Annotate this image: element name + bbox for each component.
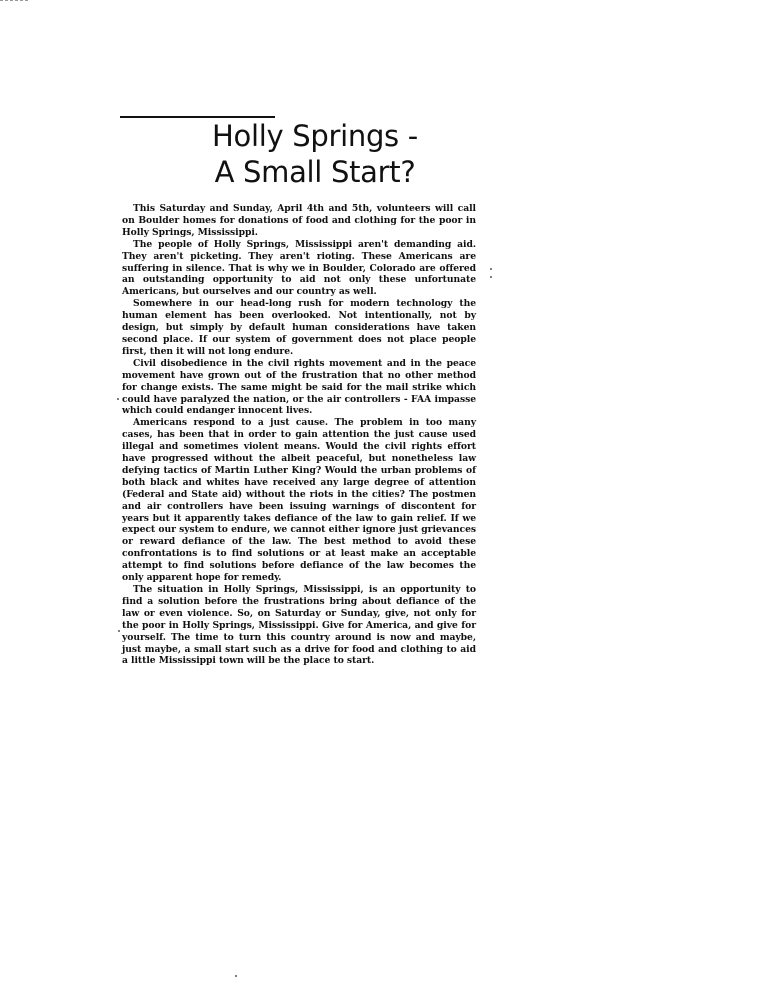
scan-speck — [490, 276, 492, 278]
scan-edge-mark — [0, 0, 28, 1]
scan-speck — [117, 398, 119, 400]
article-paragraph-3: Somewhere in our head-long rush for modern technology the human element has been overlooked. Not intentionally, not by design, but simply by default human considerations have taken second place. If our system of government does not place people first, then it will not long endure. — [122, 298, 476, 357]
article-paragraph-6: The situation in Holly Springs, Mississippi, is an opportunity to find a solution before the frustrations bring about defiance of the law or even violence. So, on Saturday or Sunday, give, not only for the poor in Holly Springs, Mississippi. Give for America, and give for yourself. The time to turn this country around is now and maybe, just maybe, a small start such as a drive for food and clothing to aid a little Mississippi town will be the place to start. — [122, 584, 476, 667]
article-title — [150, 118, 480, 190]
article-title-line-1: Holly Springs - — [212, 119, 418, 153]
article-body — [122, 203, 476, 667]
article-paragraph-1: This Saturday and Sunday, April 4th and 5th, volunteers will call on Boulder homes for donations of food and clothing for the poor in Holly Springs, Mississippi. — [122, 203, 476, 238]
article-paragraph-5: Americans respond to a just cause. The problem in too many cases, has been that in order to gain attention the just cause used illegal and sometimes violent means. Would the civil rights effort have progressed without the albeit peaceful, but nonetheless law defying tactics of Martin Luther King? Would the urban problems of both black and whites have received any large degree of attention (Federal and State aid) without the riots in the cities? The postmen and air controllers have been issuing warnings of discontent for years but it apparently takes defiance of the law to gain relief. If we expect our system to endure, we cannot either ignore just grievances or reward defiance of the law. The best method to avoid these confrontations is to find solutions or at least make an acceptable attempt to find solutions before defiance of the law becomes the only apparent hope for remedy. — [122, 417, 476, 584]
scan-speck — [490, 268, 492, 270]
article-paragraph-4: Civil disobedience in the civil rights movement and in the peace movement have grown out of the frustration that no other method for change exists. The same might be said for the mail strike which could have paralyzed the nation, or the air controllers - FAA impasse which could endanger innocent lives. — [122, 357, 476, 417]
scan-speck — [235, 975, 237, 977]
article-paragraph-2: The people of Holly Springs, Mississippi aren't demanding aid. They aren't picketing. They aren't rioting. These Americans are suffering in silence. That is why we in Boulder, Colorado are offered an outstanding opportunity to aid not only these unfortunate Americans, but ourselves and our country as well. — [122, 238, 476, 298]
article-title-line-2: A Small Start? — [214, 155, 416, 189]
scan-speck — [118, 630, 120, 632]
